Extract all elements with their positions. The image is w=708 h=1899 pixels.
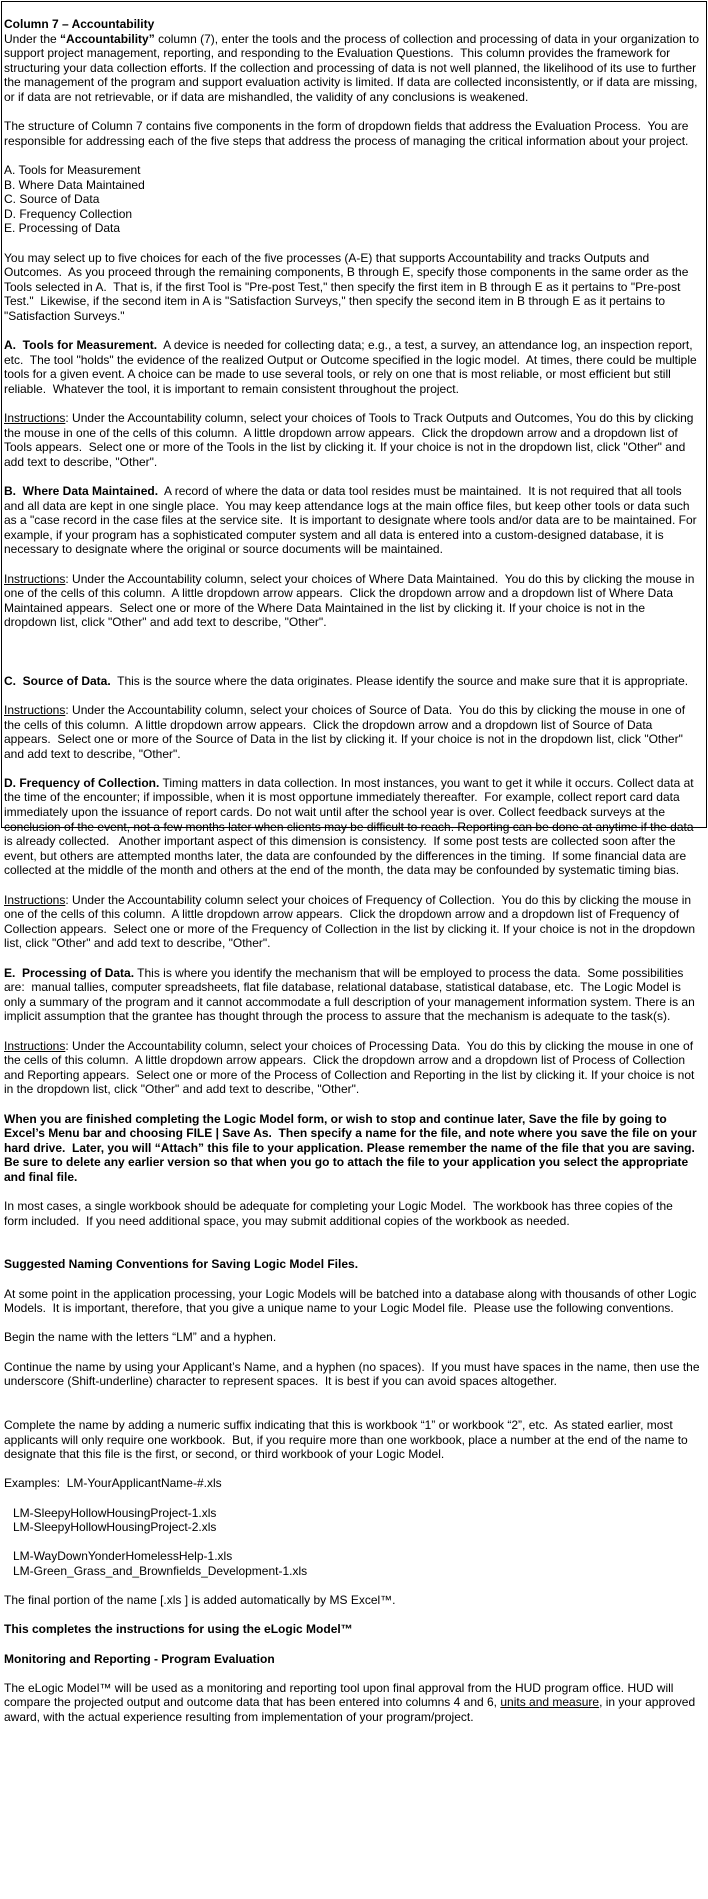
text-segment: A record of where the data or data tool resides must be maintained. It is not required that all tools and all data are kept in one single place. You may keep attendance logs at the main office files, but keep other tools or data such as a "case record in the case files at the service site. It is important to designate where tools and/or data are to be maintained. For example, if your program has a sophisticated computer system and all data is entered into a custom-designed database, it is necessary to designate where the original or source documents will be maintained.: [4, 484, 700, 557]
list-item: [4, 192, 700, 207]
instructions-paragraph: [4, 572, 700, 630]
text-segment: D. Frequency of Collection.: [4, 775, 160, 790]
text-segment: : Under the Accountability column select your choices of Frequency of Collection. You do this by clicking the mouse in one of the cells of this column. A little dropdown arrow appears. Click the dropdown arrow and a dropdown list of Frequency of Collection appears. Select one or more of the Frequency of Collection in the list by clicking it. If your choice is not in the dropdown list, click "Other" and add text to describe, "Other".: [4, 892, 699, 951]
text-segment: E. Processing of Data.: [4, 965, 135, 980]
text-segment: A device is needed for collecting data; e.g., a test, a survey, an attendance log, an inspection report, etc. The tool "holds" the evidence of the realized Output or Outcome specified in the logic model. At times, there could be multiple tools for a given event. A choice can be made to use several tools, or rely on one that is most reliable, or most efficient but still reliable. Whatever the tool, it is important to remain consistent throughout the project.: [4, 338, 701, 396]
text-segment: Instructions: [4, 411, 66, 426]
text-segment: : Under the Accountability column, select your choices of Source of Data. You do this by clicking the mouse in one of the cells of this column. A little dropdown arrow appears. Click the dropdown arrow and a dropdown list of Source of Data appears. Select one or more of the Source of Data in the list by clicking it. If your choice is not in the dropdown list, click "Other" and add text to describe, "Other".: [4, 702, 689, 761]
paragraph: [4, 31, 703, 105]
text-segment: Timing matters in data collection. In most instances, you want to get it while it occurs. Collect data at the time of the encounter; if impossible, when it is most opportune immediately thereafter. For example, collect report card data immediately upon the issuance of report cards. Do not wait until after the school year is over. Collect feedback surveys at the conclusion of the event, not a few months later when clients may be difficult to reach. Reporting can be done at anytime if the data is already collected. Another important aspect of this dimension is consistency. If some post tests are collected soon after the event, but others are attempted months later, the data are confounded by the differences in the timing. If some financial data are collected at the middle of the month and others at the end of the month, the data may be confounded by systematic timing bias.: [4, 775, 697, 878]
text-segment: In most cases, a single workbook should be adequate for completing your Logic Model. The workbook has three copies of the form included. If you need additional space, you may submit additional copies of the workbook as needed.: [4, 1199, 677, 1228]
text-segment: C. Source of Data: [4, 192, 100, 207]
text-segment: : Under the Accountability column, select your choices of Processing Data. You do this by clicking the mouse in one of the cells of this column. A little dropdown arrow appears. Click the dropdown arrow and a dropdown list of Process of Collection and Reporting appears. Select one or more of the Process of Collection and Reporting in the list by clicking it. If your choice is not in the dropdown list, click "Other" and add text to describe, "Other".: [4, 1038, 698, 1097]
naming-conventions-heading: [4, 1257, 700, 1272]
text-segment: Under the: [4, 31, 61, 46]
example-file-line: [4, 1506, 700, 1521]
paragraph: [4, 1199, 700, 1228]
example-file-line: [4, 1520, 700, 1535]
paragraph: [4, 1287, 700, 1316]
examples-paragraph: [4, 1476, 700, 1491]
text-segment: : Under the Accountability column, select your choices of Where Data Maintained. You do this by clicking the mouse in one of the cells of this column. A little dropdown arrow appears. Click the dropdown arrow and a dropdown list of Where Data Maintained appears. Select one or more of the Where Data Maintained in the list by clicking it. If your choice is not in the dropdown list, click "Other" and add text to describe, "Other".: [4, 571, 698, 630]
text-segment: A. Tools for Measurement.: [4, 338, 158, 353]
text-segment: This is the source where the data originates. Please identify the source and make sure that it is appropriate.: [110, 673, 689, 688]
text-segment: The final portion of the name [.xls ] is added automatically by MS Excel™.: [4, 1593, 396, 1608]
list-item: [4, 178, 700, 193]
save-instructions-paragraph: [4, 1112, 700, 1185]
example-file-line: [4, 1549, 700, 1564]
paragraph: [4, 119, 700, 148]
text-segment: units and measure: [500, 1695, 600, 1710]
text-segment: LM-WayDownYonderHomelessHelp-1.xls: [13, 1549, 233, 1564]
text-segment: At some point in the application processing, your Logic Models will be batched into a database along with thousands of other Logic Models. It is important, therefore, that you give a unique name to your Logic Model file. Please use the following conventions.: [4, 1286, 700, 1316]
section-c-paragraph: [4, 674, 700, 689]
text-segment: Instructions: [4, 571, 66, 586]
example-file-line: [4, 1564, 700, 1579]
text-segment: Column 7 – Accountability: [4, 17, 155, 31]
text-segment: Instructions: [4, 892, 66, 907]
instructions-paragraph: [4, 1039, 700, 1097]
text-segment: A. Tools for Measurement: [4, 162, 141, 177]
list-item: [4, 207, 700, 222]
section-a-paragraph: [4, 338, 700, 396]
text-segment: Continue the name by using your Applicant’s Name, and a hyphen (no spaces). If you must have spaces in the name, then use the underscore (Shift-underline) character to represent spaces. It is best if you can avoid spaces altogether.: [4, 1359, 703, 1389]
completion-heading: [4, 1622, 700, 1637]
section-e-paragraph: [4, 966, 700, 1024]
text-segment: C. Source of Data.: [4, 673, 111, 688]
text-segment: “Accountability”: [60, 31, 155, 46]
paragraph: [4, 1418, 700, 1462]
text-segment: Begin the name with the letters “LM” and a hyphen.: [4, 1330, 277, 1345]
text-segment: Complete the name by adding a numeric suffix indicating that this is workbook “1” or workbook “2”, etc. As stated earlier, most applicants will only require one workbook. But, if you require more than one workbook, place a number at the end of the name to designate that this file is the first, or second, or third workbook of your Logic Model.: [4, 1418, 692, 1462]
instructions-paragraph: [4, 893, 700, 951]
text-segment: When you are finished completing the Logic Model form, or wish to stop and continue later, Save the file by going to Excel’s Menu bar and choosing FILE | Save As. Then specify a name for the file, and note where you save the file on your hard drive. Later, you will “Attach” this file to your application. Please remember the name of the file that you are saving. Be sure to delete any earlier version so that when you go to attach the file to your application you select the appropriate and final file.: [4, 1111, 702, 1184]
text-segment: B. Where Data Maintained.: [4, 484, 159, 498]
section-d-paragraph: [4, 776, 700, 878]
paragraph: [4, 1359, 703, 1389]
monitoring-heading: [4, 1652, 700, 1667]
text-segment: Instructions: [4, 1038, 66, 1053]
text-segment: E. Processing of Data: [4, 221, 121, 236]
text-segment: LM-SleepyHollowHousingProject-2.xls: [13, 1520, 217, 1535]
section-b-paragraph: [4, 484, 700, 557]
text-segment: Examples: LM-YourApplicantName-#.xls: [4, 1476, 222, 1491]
text-segment: , in your approved award, with the actual experience resulting from implementation of your program/project.: [4, 1695, 699, 1724]
text-segment: D. Frequency Collection: [4, 206, 133, 221]
paragraph: [4, 1330, 700, 1345]
instructions-paragraph: [4, 411, 700, 469]
text-segment: column (7), enter the tools and the process of collection and processing of data in your organization to support project management, reporting, and responding to the Evaluation Questions. This column provides the framework for structuring your data collection efforts. If the collection and processing of data is not well planned, the likelihood of its use to further the management of the program and support evaluation activity is limited. If data are collected inconsistently, or if data are missing, or if data are not retrievable, or if data are mishandled, the validity of any conclusions is weakened.: [4, 31, 703, 104]
paragraph: [4, 1681, 700, 1725]
list-item: [4, 163, 700, 178]
text-segment: Monitoring and Reporting - Program Evaluation: [4, 1651, 275, 1666]
text-segment: Instructions: [4, 702, 66, 717]
instructions-paragraph: [4, 703, 700, 761]
text-segment: LM-SleepyHollowHousingProject-1.xls: [13, 1505, 217, 1520]
text-segment: Suggested Naming Conventions for Saving Logic Model Files.: [4, 1257, 359, 1272]
text-segment: The eLogic Model™ will be used as a monitoring and reporting tool upon final approval from the HUD program office. HUD will compare the projected output and outcome data that has been entered into columns 4 and 6,: [4, 1680, 677, 1710]
text-segment: You may select up to five choices for each of the five processes (A-E) that supports Accountability and tracks Outputs and Outcomes. As you proceed through the remaining components, B through E, specify those components in the same order as the Tools selected in A. That is, if the first Tool is "Pre-post Test," then specify the first item in B through E as it pertains to "Pre-post Test." Likewise, if the second item in A is "Satisfaction Surveys," then specify the second item in B through E as it pertains to "Satisfaction Surveys.": [4, 250, 692, 323]
text-segment: The structure of Column 7 contains five components in the form of dropdown fields that address the Evaluation Process. You are responsible for addressing each of the five steps that address the process of managing the critical information about your project.: [4, 119, 692, 148]
paragraph: [4, 251, 700, 324]
text-segment: This completes the instructions for using the eLogic Model™: [4, 1622, 353, 1637]
text-segment: : Under the Accountability column, select your choices of Tools to Track Outputs and Outcomes, You do this by clicking the mouse in one of the cells of this column. A little dropdown arrow appears. Click the dropdown arrow and a dropdown list of Tools appears. Select one or more of the Tools in the list by clicking it. If your choice is not in the dropdown list, click "Other" and add text to describe, "Other".: [4, 411, 697, 469]
text-segment: B. Where Data Maintained: [4, 177, 145, 192]
text-segment: This is where you identify the mechanism that will be employed to process the data. Some possibilities are: manual tallies, computer spreadsheets, flat file database, relational database, statistical database, etc. The Logic Model is only a summary of the program and it cannot accommodate a full description of your management information system. There is an implicit assumption that the grantee has thought through the process to assure that the mechanism is adequate to the task(s).: [4, 965, 699, 1024]
list-item: [4, 221, 700, 236]
text-segment: LM-Green_Grass_and_Brownfields_Development-1.xls: [13, 1563, 308, 1578]
section-heading: [4, 17, 700, 32]
paragraph: [4, 1593, 700, 1608]
